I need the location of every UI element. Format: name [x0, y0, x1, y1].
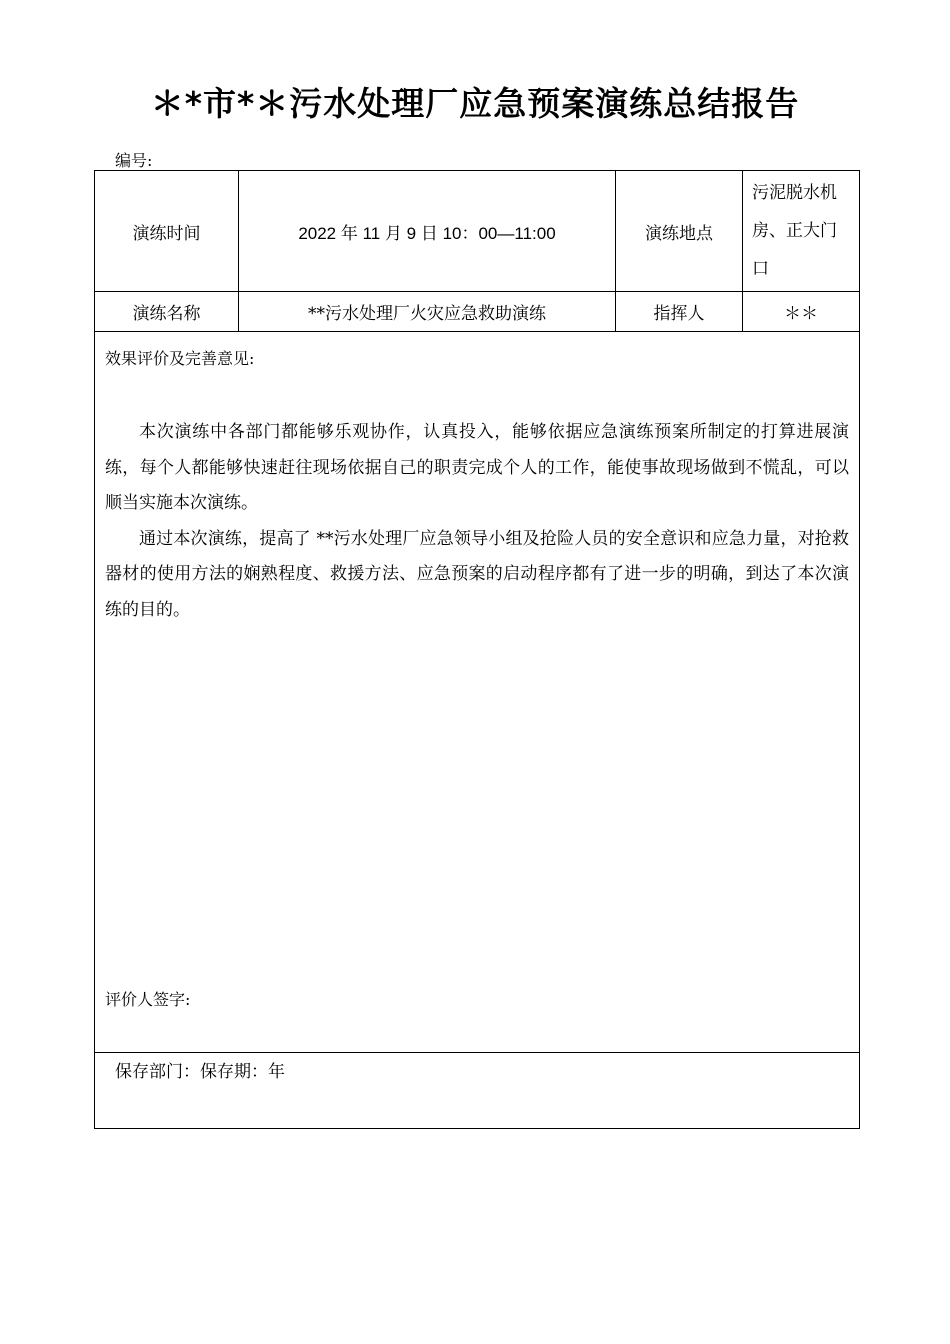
summary-paragraph: 本次演练中各部门都能够乐观协作，认真投入，能够依据应急演练预案所制定的打算进展演练，每个人都能够快速赶往现场依据自己的职责完成个人的工作，能使事故现场做到不慌乱，可以顺当实施本次演练。: [105, 422, 849, 513]
commander-label: 指挥人: [616, 292, 743, 332]
drill-location-label: 演练地点: [616, 171, 743, 292]
drill-time-label: 演练时间: [95, 171, 239, 292]
summary-row: [95, 332, 860, 1053]
drill-name-label: 演练名称: [95, 292, 239, 332]
drill-time-row: [95, 171, 860, 292]
summary-cell: [95, 332, 860, 1053]
serial-number-label: 编号:: [115, 151, 153, 170]
report-title: ＊*市*＊污水处理厂应急预案演练总结报告: [150, 84, 800, 123]
drill-report-table: [94, 170, 860, 1129]
commander-value: ＊＊: [743, 292, 860, 332]
summary-paragraph: 通过本次演练，提高了 **污水处理厂应急领导小组及抢险人员的安全意识和应急力量，对抢救器材的使用方法的娴熟程度、救援方法、应急预案的启动程序都有了进一步的明确，到达了本次演练的目的。: [105, 528, 849, 620]
drill-time-value: 2022 年 11 月 9 日 10：00—11:00: [239, 171, 616, 292]
drill-location-value: 污泥脱水机房、正大门口: [743, 171, 860, 292]
evaluator-signature-label: 评价人签字:: [105, 990, 191, 1009]
summary-heading: 效果评价及完善意见:: [105, 349, 255, 368]
drill-name-value: **污水处理厂火灾应急救助演练: [239, 292, 616, 332]
retention-row: [95, 1053, 860, 1129]
drill-name-row: [95, 292, 860, 332]
retention-info: 保存部门：保存期：年: [95, 1053, 860, 1129]
